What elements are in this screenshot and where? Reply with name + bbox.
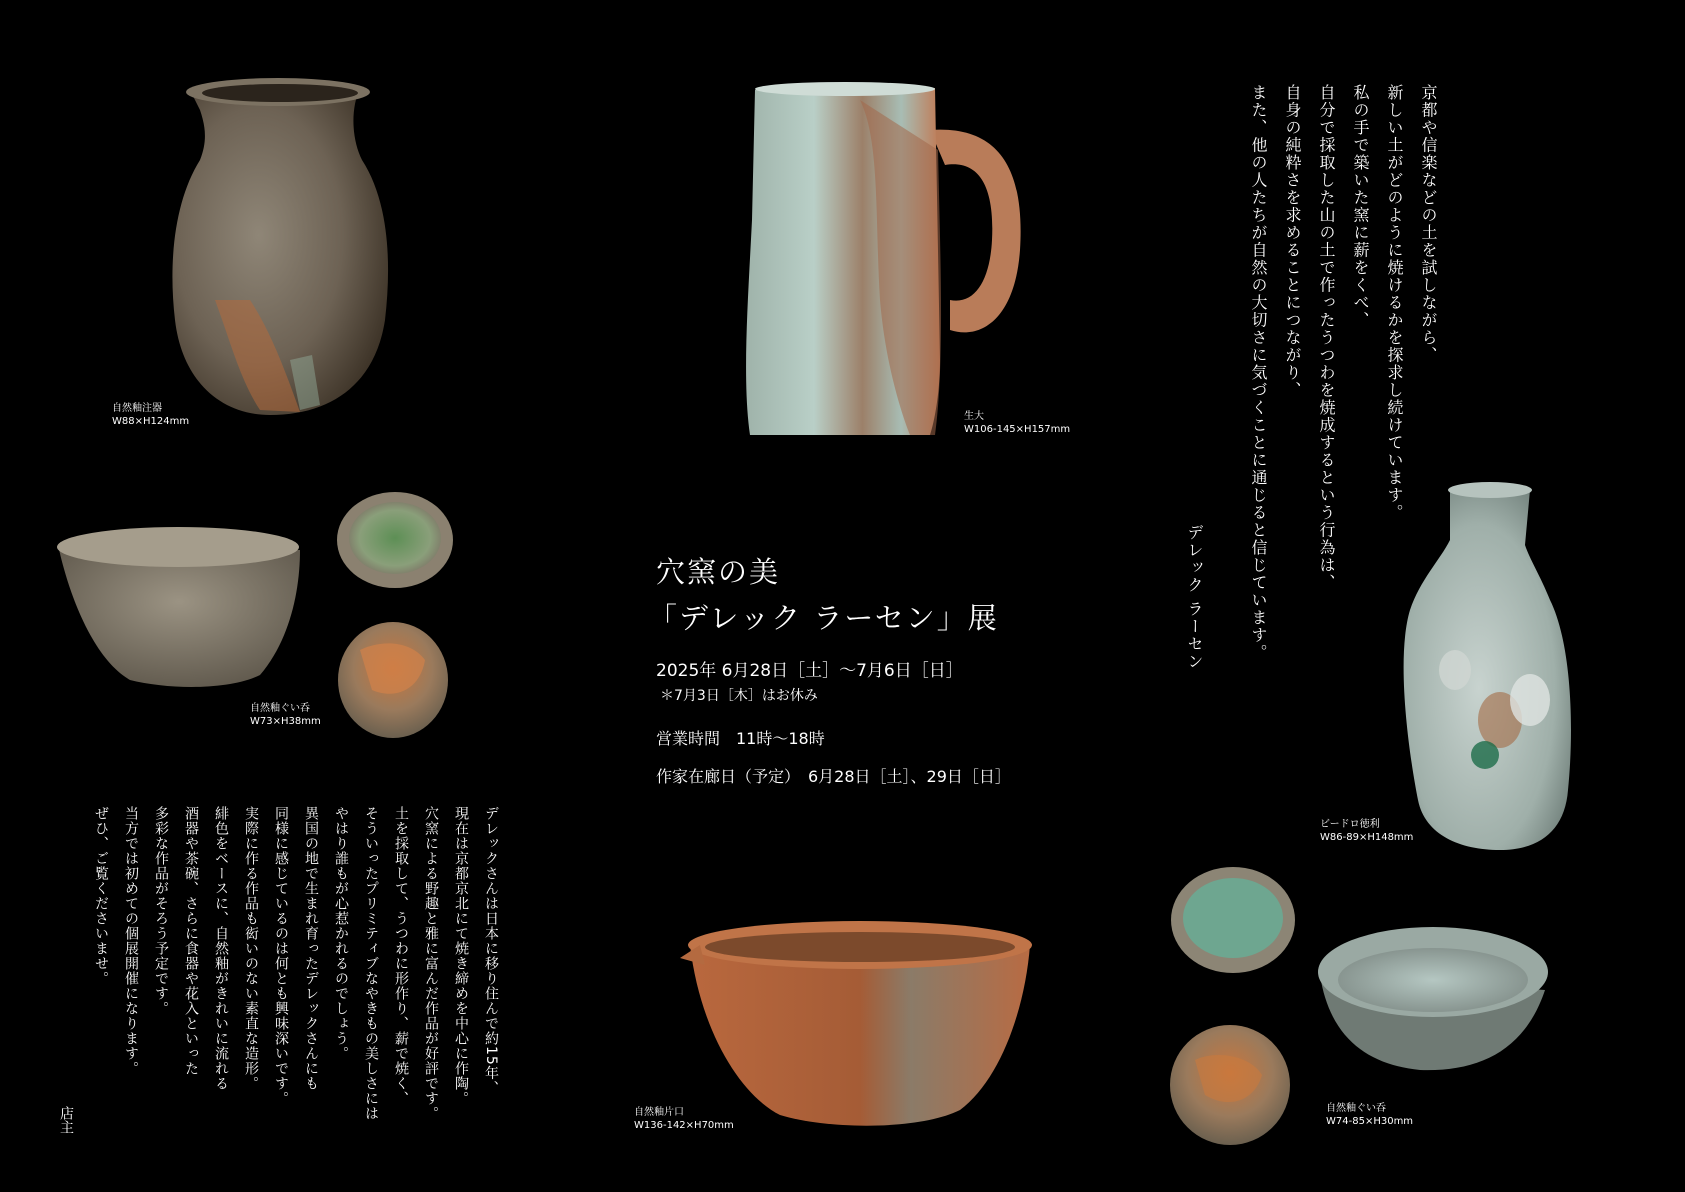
work-size: W74-85×H30mm (1326, 1116, 1414, 1127)
artist-presence-days: 作家在廊日（予定） 6月28日［土］、29日［日］ (656, 767, 1011, 786)
exhibition-title-line1: 穴窯の美 (656, 555, 781, 589)
work-name: 自然釉ぐい呑 (1326, 1103, 1386, 1114)
caption-spouted-bowl (634, 1106, 734, 1132)
work-size: W106-145×H157mm (964, 424, 1071, 435)
intro-line: 当方では初めての個展開催になります。 (123, 806, 139, 1076)
intro-line: 多彩な作品がそろう予定です。 (153, 806, 169, 1016)
work-size: W88×H124mm (112, 416, 190, 427)
statement-line: 私の手で築いた窯に薪をくべ、 (1351, 84, 1370, 329)
pitcher-image (172, 78, 388, 415)
caption-mug (964, 410, 1070, 436)
closed-day-note: ＊7月3日［木］はお休み (660, 688, 818, 704)
intro-line: そういったプリミティブなやきもの美しさには (363, 806, 379, 1121)
intro-line: デレックさんは日本に移り住んで約15年、 (483, 806, 499, 1096)
intro-line: ぜひ、ご覧くださいませ。 (93, 806, 109, 986)
work-size: W136-142×H70mm (634, 1120, 734, 1131)
work-size: W86-89×H148mm (1320, 832, 1414, 843)
statement-signature: デレック ラーセン (1185, 524, 1204, 671)
spouted-bowl-image (680, 921, 1032, 1126)
intro-line: 実際に作る作品も衒いのない素直な造形。 (243, 806, 259, 1091)
caption-pitcher (112, 402, 189, 428)
intro-line: 同様に感じているのは何とも興味深いです。 (273, 806, 289, 1106)
statement-line: 自分で採取した山の土で作ったうつわを焼成するという行為は、 (1317, 84, 1336, 592)
work-name: 自然釉注器 (112, 403, 162, 414)
mug-image (746, 82, 1021, 435)
work-name: 自然釉ぐい呑 (250, 703, 310, 714)
exhibition-period: 2025年 6月28日［土］〜7月6日［日］ (656, 661, 963, 681)
statement-line: 京都や信楽などの土を試しながら、 (1419, 84, 1438, 364)
intro-line: 酒器や茶碗、さらに食器や花入といった (183, 806, 199, 1076)
work-size: W73×H38mm (250, 716, 321, 727)
opening-hours: 営業時間 11時〜18時 (656, 729, 825, 748)
caption-bottle (1320, 818, 1413, 844)
exhibition-title-line2: 「デレック ラーセン」展 (648, 601, 999, 635)
work-name: 生大 (964, 411, 984, 422)
intro-line: やはり誰もが心惹かれるのでしょう。 (333, 806, 349, 1061)
intro-line: 現在は京都京北にて焼き締めを中心に作陶。 (453, 806, 469, 1106)
work-name: ビードロ徳利 (1320, 819, 1380, 830)
caption-cups-and-dish (1326, 1102, 1413, 1128)
shop-signature: 店主 (58, 1106, 74, 1134)
work-name: 自然釉片口 (634, 1107, 684, 1118)
intro-line: 異国の地で生まれ育ったデレックさんにも (303, 806, 319, 1091)
caption-bowl-and-cups (250, 702, 321, 728)
intro-line: 穴窯による野趣と雅に富んだ作品が好評です。 (423, 806, 439, 1121)
statement-line: 自身の純粋さを求めることにつながり、 (1283, 84, 1302, 399)
statement-line: 新しい土がどのように焼けるかを探求し続けています。 (1385, 84, 1404, 522)
intro-line: 土を採取して、うつわに形作り、薪で焼く、 (393, 806, 409, 1106)
artist-statement (1177, 84, 1445, 704)
statement-line: また、他の人たちが自然の大切さに気づくことに通じると信じています。 (1249, 84, 1268, 662)
shop-introduction (86, 806, 506, 1136)
intro-line: 緋色をベースに、自然釉がきれいに流れる (213, 806, 229, 1091)
